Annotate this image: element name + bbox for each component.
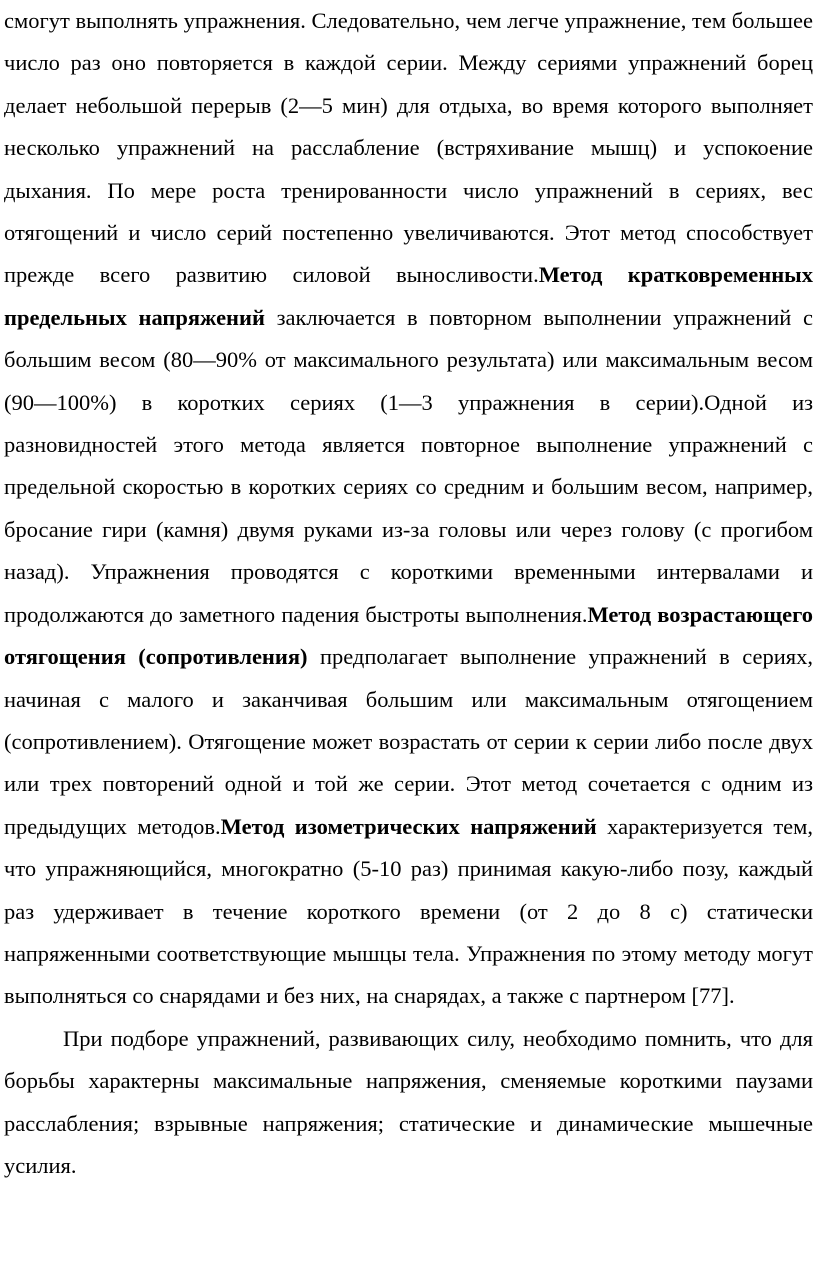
- paragraph-strength-methods: [4, 0, 813, 1018]
- text-segment: смогут выполнять упражнения. Следовательно, чем легче упражнение, тем большее число раз оно повторяется в каждой серии. Между сериями упражнений борец делает небольшой перерыв (2—5 мин) для отдыха, во время которого выполняет несколько упражнений на расслабление (встряхивание мышц) и успокоение дыхания. По мере роста тренированности число упражнений в сериях, вес отягощений и число серий постепенно увеличиваются. Этот метод способствует прежде всего развитию силовой выносливости.: [4, 8, 813, 288]
- document-page: [4, 0, 813, 1187]
- bold-term-increasing-load-method: Метод возрастающего отягощения (сопротивления): [4, 601, 813, 670]
- paragraph-exercise-selection: [4, 1018, 813, 1188]
- text-segment: характеризуется тем, что упражняющийся, многократно (5-10 раз) принимая какую-либо позу, каждый раз удерживает в течение короткого времени (от 2 до 8 с) статически напряженными соответствующие мышцы тела. Упражнения по этому методу могут выполняться со снарядами и без них, на снарядах, а также с партнером [77].: [4, 813, 814, 1009]
- bold-term-short-maximal-tension-method: Метод кратковременных предельных напряжений: [4, 262, 813, 330]
- text-segment: предполагает выполнение упражнений в сериях, начиная с малого и заканчивая большим или максимальным отягощением (сопротивлением). Отягощение может возрастать от серии к серии либо после двух или трех повторений одной и той же серии. Этот метод сочетается с одним из предыдущих методов.: [4, 644, 813, 839]
- bold-term-isometric-tension-method: Метод изометрических напряжений: [220, 813, 597, 839]
- text-segment: заключается в повторном выполнении упражнений с большим весом (80—90% от максимального результата) или максимальным весом (90—100%) в коротких сериях (1—3 упражнения в серии).Одной из разновидностей этого метода является повторное выполнение упражнений с предельной скоростью в коротких сериях со средним и большим весом, например, бросание гири (камня) двумя руками из-за головы или через голову (с прогибом назад). Упражнения проводятся с короткими временными интервалами и продолжаются до заметного падения быстроты выполнения.: [4, 304, 813, 627]
- text-segment: При подборе упражнений, развивающих силу, необходимо помнить, что для борьбы характерны максимальные напряжения, сменяемые короткими паузами расслабления; взрывные напряжения; статические и динамические мышечные усилия.: [4, 1025, 813, 1178]
